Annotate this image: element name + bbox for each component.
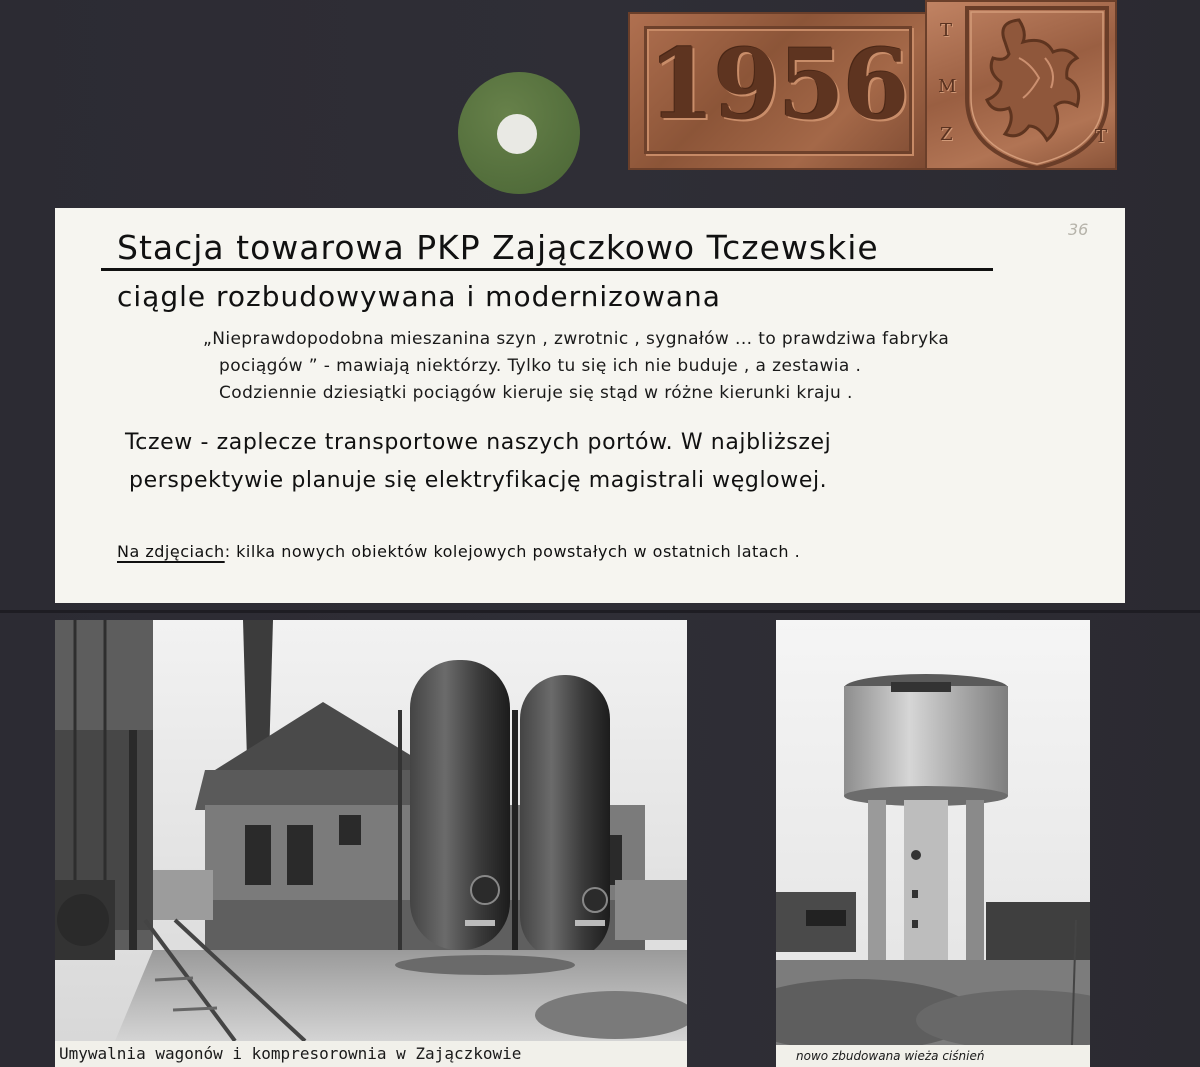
paragraph-line: Tczew - zaplecze transportowe naszych portów. W najbliższej — [125, 430, 832, 455]
photo-note — [117, 542, 800, 561]
quote-line: „Nieprawdopodobna mieszanina szyn , zwrotnic , sygnałów ... to prawdziwa fabryka — [203, 329, 950, 349]
compressor-house-photo — [55, 620, 687, 1041]
copper-crest-emblem — [925, 0, 1117, 170]
photo-water-tower — [776, 620, 1090, 1045]
note-label: Na zdjęciach — [117, 542, 225, 561]
copper-year-plaque — [628, 12, 928, 170]
photo-wagon-wash-compressor — [55, 620, 687, 1041]
crest-letter-4: T — [1095, 126, 1108, 147]
card-subtitle: ciągle rozbudowywana i modernizowana — [117, 280, 721, 313]
quote-line: Codziennie dziesiątki pociągów kieruje się stąd w różne kierunki kraju . — [219, 383, 853, 403]
pencil-page-number: 36 — [1068, 220, 1089, 239]
note-text: : kilka nowych obiektów kolejowych powstałych w ostatnich latach . — [224, 542, 801, 561]
right-photo-caption: nowo zbudowana wieża ciśnień — [776, 1045, 1090, 1067]
water-tower-photo — [776, 620, 1090, 1045]
crest-letter-3: Z — [940, 124, 953, 145]
main-paragraph — [125, 424, 1085, 500]
crest-letter-1: T — [940, 20, 953, 41]
card-title: Stacja towarowa PKP Zajączkowo Tczewskie — [117, 228, 879, 267]
left-photo-caption: Umywalnia wagonów i kompresorownia w Zajączkowie — [55, 1041, 687, 1067]
title-underline — [101, 268, 993, 271]
plaque-year: 1956 — [648, 28, 908, 141]
caption-card — [55, 208, 1125, 603]
page-divider — [0, 610, 1200, 613]
disc-hole — [497, 114, 537, 154]
quote-block — [203, 326, 1063, 407]
crest-letter-2: M — [938, 76, 957, 97]
quote-line: pociągów ” - mawiają niektórzy. Tylko tu się ich nie buduje , a zestawia . — [219, 356, 862, 376]
paragraph-line: perspektywie planuje się elektryfikację magistrali węglowej. — [129, 468, 828, 493]
